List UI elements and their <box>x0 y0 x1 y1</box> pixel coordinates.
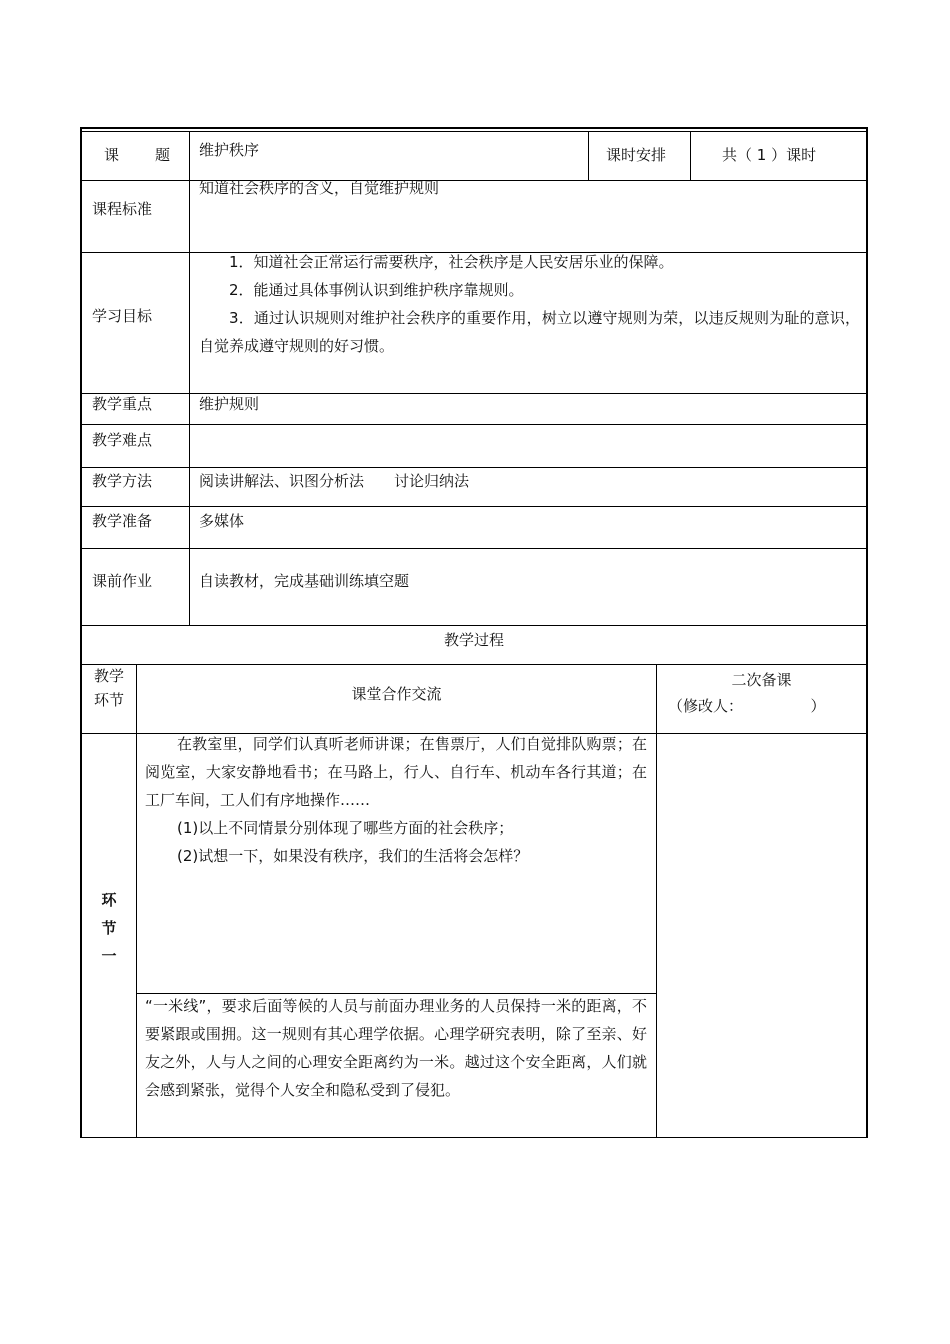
label-column-divider <box>189 131 190 625</box>
stage-column-header: 教学环节 <box>93 667 124 709</box>
method-label: 教学方法 <box>92 472 153 490</box>
table-border-bottom <box>80 1137 868 1138</box>
revision-modifier: （修改人： ） <box>668 697 826 715</box>
header-divider <box>690 131 691 180</box>
stage-1-label: 环节一 <box>101 891 117 965</box>
question-2: (2)试想一下，如果没有秩序，我们的生活将会怎样？ <box>177 847 529 865</box>
exchange-column-header: 课堂合作交流 <box>351 685 442 703</box>
table-border-top-inner <box>80 131 868 132</box>
focus-label: 教学重点 <box>92 395 153 413</box>
focus-value: 维护规则 <box>199 395 260 413</box>
topic-label: 课 题 <box>104 146 173 164</box>
goal-3: 3．通过认识规则对维护社会秩序的重要作用，树立以遵守规则为荣，以违反规则为耻的意识，自觉养成遵守规则的好习惯。 <box>199 309 860 355</box>
scene-text: 在教室里，同学们认真听老师讲课；在售票厅，人们自觉排队购票；在阅览室，大家安静地看书；在马路上，行人、自行车、机动车各行其道；在工厂车间，工人们有序地操作…… <box>145 735 647 809</box>
schedule-label: 课时安排 <box>606 146 667 164</box>
question-1: (1)以上不同情景分别体现了哪些方面的社会秩序； <box>177 819 514 837</box>
revision-column-header: 二次备课 <box>731 671 792 689</box>
row-divider <box>80 424 868 425</box>
standard-value: 知道社会秩序的含义，自觉维护规则 <box>199 179 440 197</box>
reading-text: “一米线”，要求后面等候的人员与前面办理业务的人员保持一米的距离，不要紧跟或围拥。这一规则有其心理学依据。心理学研究表明，除了至亲、好友之外，人与人之间的心理安全距离约为一米。越过这个安全距离，人们就会感到紧张，觉得个人安全和隐私受到了侵犯。 <box>145 997 647 1099</box>
goal-2: 2．能通过具体事例认识到维护秩序靠规则。 <box>229 281 524 299</box>
table-border-top <box>80 127 868 129</box>
homework-value: 自读教材，完成基础训练填空题 <box>199 572 410 590</box>
revision-column-divider <box>656 664 657 1137</box>
header-divider <box>588 131 589 180</box>
process-title: 教学过程 <box>443 631 504 649</box>
prep-label: 教学准备 <box>92 512 153 530</box>
homework-label: 课前作业 <box>92 572 153 590</box>
row-divider <box>80 664 868 665</box>
row-divider <box>80 548 868 549</box>
topic-value: 维护秩序 <box>199 141 260 159</box>
schedule-value: 共（ 1 ）课时 <box>722 146 817 164</box>
method-value: 阅读讲解法、识图分析法 讨论归纳法 <box>199 472 470 490</box>
stage-column-divider <box>136 664 137 1137</box>
standard-label: 课程标准 <box>92 200 153 218</box>
table-border-right <box>866 127 868 1138</box>
prep-value: 多媒体 <box>199 512 245 530</box>
goal-1: 1．知道社会正常运行需要秩序，社会秩序是人民安居乐业的保障。 <box>229 253 674 271</box>
goals-label: 学习目标 <box>92 307 153 325</box>
difficulty-label: 教学难点 <box>92 431 153 449</box>
